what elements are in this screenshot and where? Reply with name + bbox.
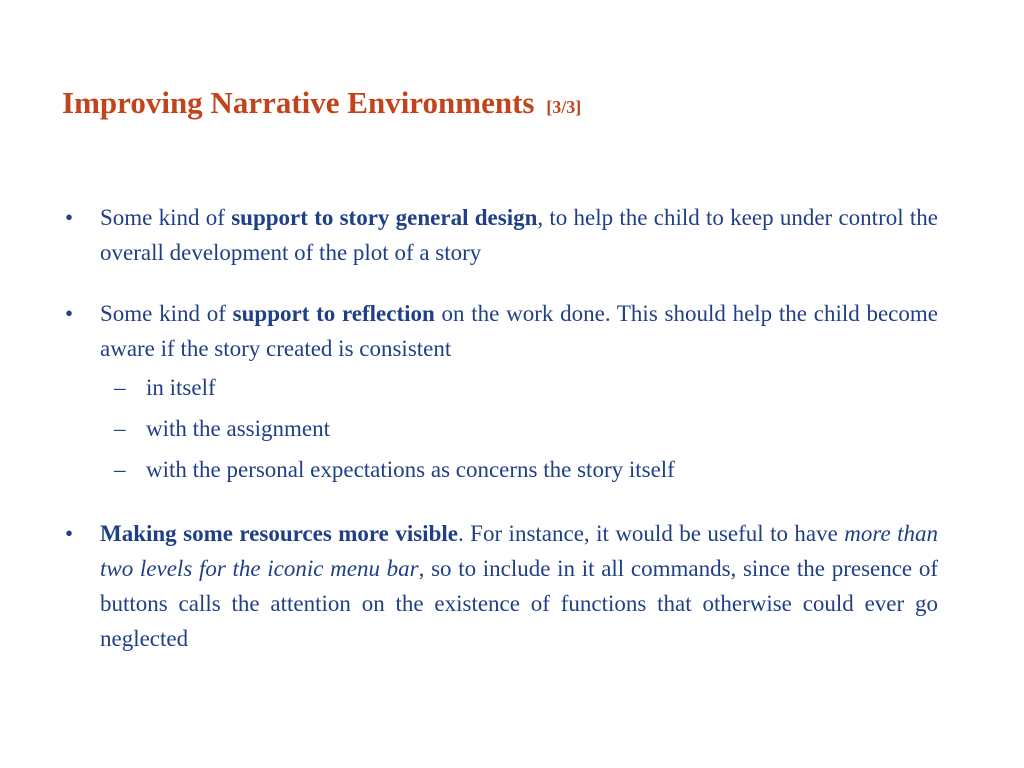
bullet-text-pre: Some kind of [100, 205, 232, 230]
bullet-text-post: , to help the child to keep under control the overall development of the plot of a story [100, 205, 938, 265]
bullet-text-pre: Some kind of [100, 301, 233, 326]
bullet-text-mid: . For instance, it would be useful to have [457, 521, 845, 546]
sub-item-assignment [100, 408, 938, 449]
bullet-marker: • [64, 301, 74, 326]
sub-item-in-itself [100, 367, 938, 408]
sub-item-text: with the assignment [146, 416, 330, 441]
bullet-text-bold: support to story general design [231, 205, 538, 230]
slide-body [62, 200, 938, 682]
bullet-text-bold: Making some resources more visible [100, 521, 458, 546]
slide-title-text: Improving Narrative Environments [62, 85, 535, 120]
bullet-text-post: on the work done. This should help the child become aware if the story created is consistent [100, 301, 938, 361]
slide-title [62, 84, 581, 121]
slide-counter: [3/3] [546, 97, 582, 117]
sub-item-dash: – [114, 416, 126, 441]
sub-item-dash: – [114, 375, 126, 400]
bullet-text-post: , so to include in it all commands, since the presence of buttons calls the attention on the existence of functions that otherwise could ever go neglected [100, 556, 938, 651]
sub-item-text: in itself [146, 375, 216, 400]
bullet-text-bold: support to reflection [232, 301, 435, 326]
bullet-text-italic: more than two levels for the iconic menu bar [100, 521, 939, 581]
bullet-story-design [62, 200, 938, 270]
bullet-visible-resources [62, 516, 938, 656]
sub-item-dash: – [114, 457, 126, 482]
sub-item-expectations [100, 449, 938, 490]
sub-list [100, 367, 938, 490]
bullet-reflection [62, 296, 938, 490]
sub-item-text: with the personal expectations as concerns the story itself [146, 457, 675, 482]
bullet-marker: • [64, 205, 74, 230]
bullet-marker: • [64, 521, 74, 546]
